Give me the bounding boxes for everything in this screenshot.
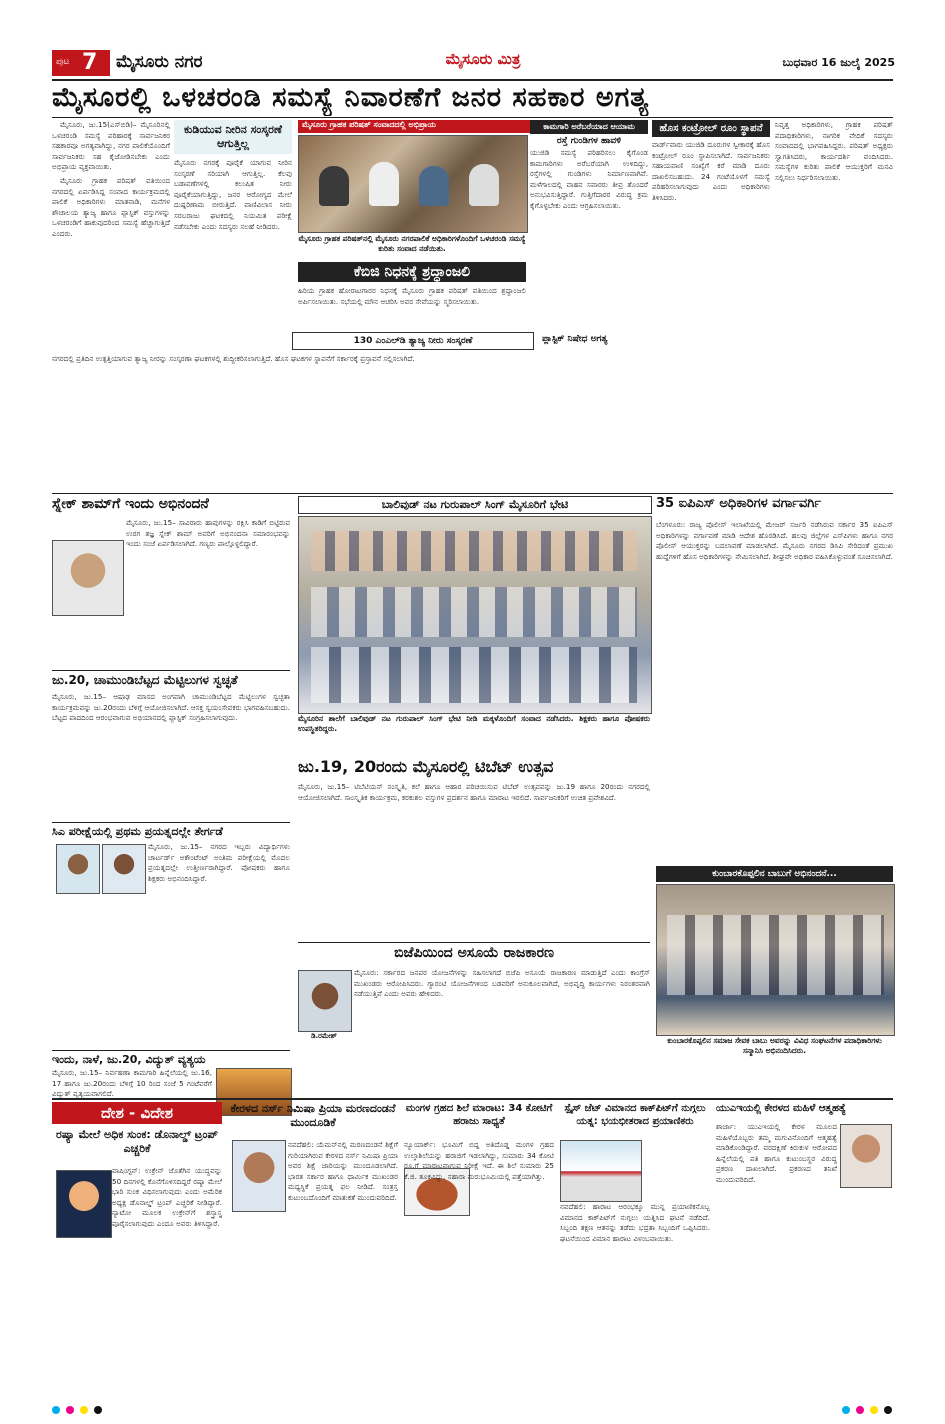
upper-rule [52, 493, 893, 494]
tibet-headline: ಜು.19, 20ರಂದು ಮೈಸೂರಲ್ಲಿ ಟಿಬೆಟ್ ಉತ್ಸವ [298, 757, 554, 776]
bjp-author-photo [298, 970, 352, 1032]
kamagari-body: ಯುಜಿಡಿ ಸಮಸ್ಯೆ ಪರಿಹರಿಸಲು ಕೈಗೊಂಡ ಕಾಮಗಾರಿಗಳು ಅರೆಬರೆಯಾಗಿ ಉಳಿದಿದ್ದು, ರಸ್ತೆಗಳಲ್ಲಿ ಗುಂಡಿಗಳು ನಿರ್ಮಾಣವಾಗಿವೆ. ಮಳೆಗಾಲದಲ್ಲಿ ವಾಹನ ಸವಾರರು ತೀವ್ರ ತೊಂದರೆ ಅನುಭವಿಸುತ್ತಿದ್ದಾರೆ. ಗುತ್ತಿಗೆದಾರರ ವಿರುದ್ಧ ಕ್ರಮ ಕೈಗೊಳ್ಳಬೇಕು ಎಂದು ಆಗ್ರಹಿಸಲಾಯಿತು. [530, 148, 648, 210]
lead-headline: ಮೈಸೂರಲ್ಲಿ ಒಳಚರಂಡಿ ಸಮಸ್ಯೆ ನಿವಾರಣೆಗೆ ಜನರ ಸಹಕಾರ ಅಗತ್ಯ [52, 82, 650, 113]
nurse-body: ನವದೆಹಲಿ: ಯೆಮನ್‌ನಲ್ಲಿ ಮರಣದಂಡನೆ ಶಿಕ್ಷೆಗೆ ಗುರಿಯಾಗಿರುವ ಕೇರಳದ ನರ್ಸ್ ನಿಮಿಷಾ ಪ್ರಿಯಾ ಅವರ ಶಿಕ್ಷೆ ಜಾರಿಯನ್ನು ಮುಂದೂಡಲಾಗಿದೆ. ಭಾರತ ಸರ್ಕಾರ ಹಾಗೂ ಧಾರ್ಮಿಕ ಮುಖಂಡರ ಮಧ್ಯಸ್ಥಿಕೆ ಪ್ರಯತ್ನ ಫಲ ನೀಡಿದೆ. ಸಂತ್ರಸ್ತ ಕುಟುಂಬದೊಂದಿಗೆ ಮಾತುಕತೆ ಮುಂದುವರಿದಿದೆ. [288, 1140, 398, 1202]
mars-headline: ಮಂಗಳ ಗ್ರಹದ ಶಿಲೆ ಮಾರಾಟ: 34 ಕೋಟಿಗೆ ಹರಾಜು ಸಾಧ್ಯತೆ [405, 1103, 553, 1127]
paper-logo: ಮೈಸೂರು ಮಿತ್ರ [445, 50, 521, 68]
bjp-headline: ಬಿಜೆಪಿಯಿಂದ ಅಸೂಯೆ ರಾಜಕಾರಣ [298, 942, 650, 965]
ca-body: ಮೈಸೂರು, ಜು.15– ನಗರದ ಇಬ್ಬರು ವಿದ್ಯಾರ್ಥಿಗಳು ಚಾರ್ಟರ್ಡ್ ಅಕೌಂಟೆಂಟ್ ಅಂತಿಮ ಪರೀಕ್ಷೆಯಲ್ಲಿ ಮೊದಲ ಪ್ರಯತ್ನದಲ್ಲೇ ಉತ್ತೀರ್ಣರಾಗಿದ್ದಾರೆ. ಪೋಷಕರು ಹಾಗೂ ಶಿಕ್ಷಕರು ಅಭಿನಂದಿಸಿದ್ದಾರೆ. [148, 842, 290, 883]
chamundi-headline: ಜು.20, ಚಾಮುಂಡಿಬೆಟ್ಟದ ಮೆಟ್ಟಿಲುಗಳ ಸ್ವಚ್ಛತೆ [52, 670, 290, 691]
registration-dot [52, 1406, 60, 1414]
registration-dot [66, 1406, 74, 1414]
ca-student-photo-2 [102, 844, 146, 894]
hose-headline: ಹೊಸ ಕಂಟ್ರೋಲ್ ರೂಂ ಸ್ಥಾಪನೆ [652, 120, 770, 137]
page-number: 7 [82, 50, 98, 75]
hose-article [652, 120, 770, 330]
ca-headline: ಸಿಎ ಪರೀಕ್ಷೆಯಲ್ಲಿ ಪ್ರಥಮ ಪ್ರಯತ್ನದಲ್ಲೇ ತೇರ್ಗಡೆ [52, 822, 290, 841]
kebiji-body: ಹಿರಿಯ ಗ್ರಾಹಕ ಹೋರಾಟಗಾರರ ನಿಧನಕ್ಕೆ ಮೈಸೂರು ಗ್ರಾಹಕ ಪರಿಷತ್ ವತಿಯಿಂದ ಶ್ರದ್ಧಾಂಜಲಿ ಅರ್ಪಿಸಲಾಯಿತು. ಸಭೆಯಲ್ಲಿ ಮೌನ ಆಚರಿಸಿ ಅವರ ಸೇವೆಯನ್ನು ಸ್ಮರಿಸಲಾಯಿತು. [298, 286, 526, 306]
registration-dot [842, 1406, 850, 1414]
page-label: ಪುಟ [56, 57, 70, 67]
desha-label: ದೇಶ - ವಿದೇಶ [52, 1102, 222, 1124]
section-title: ಮೈಸೂರು ನಗರ [116, 52, 203, 72]
spicejet-photo [560, 1140, 642, 1202]
jet-body: ನವದೆಹಲಿ: ಹಾರಾಟ ಆರಂಭಕ್ಕೂ ಮುನ್ನ ಪ್ರಯಾಣಿಕನೊಬ್ಬ ವಿಮಾನದ ಕಾಕ್‌ಪಿಟ್‌ಗೆ ನುಗ್ಗಲು ಯತ್ನಿಸಿದ ಘಟನೆ ನಡೆದಿದೆ. ಸಿಬ್ಬಂದಿ ತಕ್ಷಣ ಆತನನ್ನು ತಡೆದು ಭದ್ರತಾ ಸಿಬ್ಬಂದಿಗೆ ಒಪ್ಪಿಸಿದರು. ಘಟನೆಯಿಂದ ವಿಮಾನ ಹಾರಾಟ ವಿಳಂಬವಾಯಿತು. [560, 1202, 710, 1243]
headline-rule [52, 117, 893, 118]
snake-sham-photo [52, 540, 124, 616]
vidyut-headline: ಇಂದು, ನಾಳೆ, ಜು.20, ವಿದ್ಯುತ್ ವ್ಯತ್ಯಯ [52, 1050, 290, 1069]
tibet-body: ಮೈಸೂರು, ಜು.15– ಟಿಬೆಟಿಯನ್ ಸಂಸ್ಕೃತಿ, ಕಲೆ ಹಾಗೂ ಆಹಾರ ಪರಿಚಯಿಸುವ ಟಿಬೆಟ್ ಉತ್ಸವವನ್ನು ಜು.19 ಹಾಗೂ 20ರಂದು ನಗರದಲ್ಲಿ ಆಯೋಜಿಸಲಾಗಿದೆ. ಸಾಂಸ್ಕೃತಿಕ ಕಾರ್ಯಕ್ರಮ, ಕರಕುಶಲ ವಸ್ತುಗಳ ಪ್ರದರ್ಶನ ಹಾಗೂ ಮಾರಾಟ ಇರಲಿದೆ. ಸಾರ್ವಜನಿಕರಿಗೆ ಉಚಿತ ಪ್ರವೇಶವಿದೆ. [298, 782, 650, 802]
right-column-text: ನಿವೃತ್ತ ಅಧಿಕಾರಿಗಳು, ಗ್ರಾಹಕ ಪರಿಷತ್ ಪದಾಧಿಕಾರಿಗಳು, ನಾಗರಿಕ ವೇದಿಕೆ ಸದಸ್ಯರು ಸಂವಾದದಲ್ಲಿ ಭಾಗವಹಿಸಿದ್ದರು. ಪರಿಷತ್ ಅಧ್ಯಕ್ಷರು ಸ್ವಾಗತಿಸಿದರು, ಕಾರ್ಯದರ್ಶಿ ವಂದಿಸಿದರು. ಸಮಸ್ಯೆಗಳ ಕುರಿತು ಪಾಲಿಕೆ ಆಯುಕ್ತರಿಗೆ ಮನವಿ ಸಲ್ಲಿಸಲು ನಿರ್ಧರಿಸಲಾಯಿತು. [775, 120, 893, 182]
mid-strip-box: 130 ಎಂಎಲ್‌ಡಿ ತ್ಯಾಜ್ಯ ನೀರು ಸಂಸ್ಕರಣೆ [292, 332, 534, 350]
kumbar-label: ಕುಂಬಾರಕೊಪ್ಪಲಿನ ಬಾಬುಗೆ ಅಭಿನಂದನೆ... [656, 866, 893, 882]
kudiyuva-article [174, 120, 292, 320]
masthead-rule [52, 79, 893, 81]
hose-body: ವಾರ್ಡ್‌ವಾರು ಯುಜಿಡಿ ದೂರುಗಳ ಸ್ವೀಕಾರಕ್ಕೆ ಹೊಸ ಕಂಟ್ರೋಲ್ ರೂಂ ಸ್ಥಾಪಿಸಲಾಗಿದೆ. ಸಾರ್ವಜನಿಕರು ಸಹಾಯವಾಣಿ ಸಂಖ್ಯೆಗೆ ಕರೆ ಮಾಡಿ ದೂರು ದಾಖಲಿಸಬಹುದು. 24 ಗಂಟೆಯೊಳಗೆ ಸಮಸ್ಯೆ ಪರಿಹರಿಸಲಾಗುವುದು ಎಂದು ಅಧಿಕಾರಿಗಳು ತಿಳಿಸಿದರು. [652, 140, 770, 202]
lower-rule [52, 1098, 893, 1100]
kamagari-article [530, 120, 648, 330]
registration-dot [80, 1406, 88, 1414]
registration-dot [94, 1406, 102, 1414]
issue-date: ಬುಧವಾರ 16 ಜುಲೈ 2025 [782, 56, 895, 69]
kamagari-headline: ಕಾಮಗಾರಿ ಅರೆಬರೆಯಾದ ಆಯಾಮ [530, 120, 648, 134]
uae-body: ಶಾರ್ಜಾ: ಯುಎಇಯಲ್ಲಿ ಕೇರಳ ಮೂಲದ ಮಹಿಳೆಯೊಬ್ಬರು ತಮ್ಮ ಮಗುವಿನೊಂದಿಗೆ ಆತ್ಮಹತ್ಯೆ ಮಾಡಿಕೊಂಡಿದ್ದಾರೆ. ವರದಕ್ಷಿಣೆ ಕಿರುಕುಳ ಆರೋಪದ ಹಿನ್ನೆಲೆಯಲ್ಲಿ ಪತಿ ಹಾಗೂ ಕುಟುಂಬಸ್ಥರ ವಿರುದ್ಧ ಪ್ರಕರಣ ದಾಖಲಾಗಿದೆ. ಪ್ರಕರಣದ ತನಿಖೆ ಮುಂದುವರಿದಿದೆ. [716, 1122, 837, 1184]
kudiyuva-headline: ಕುಡಿಯುವ ನೀರಿನ ಸಂಸ್ಕರಣೆ ಆಗುತ್ತಿಲ್ಲ [174, 120, 292, 154]
snake-headline: ಸ್ನೇಕ್ ಶಾಮ್‌ಗೆ ಇಂದು ಅಭಿನಂದನೆ [52, 496, 209, 512]
kudiyuva-body: ಮೈಸೂರು ನಗರಕ್ಕೆ ಪೂರೈಕೆ ಯಾಗುವ ನೀರಿನ ಸಂಸ್ಕರಣೆ ಸರಿಯಾಗಿ ಆಗುತ್ತಿಲ್ಲ. ಕೆಲವು ಬಡಾವಣೆಗಳಲ್ಲಿ ಕಲುಷಿತ ನೀರು ಪೂರೈಕೆಯಾಗುತ್ತಿದ್ದು, ಜನರ ಆರೋಗ್ಯದ ಮೇಲೆ ದುಷ್ಪರಿಣಾಮ ಬೀರುತ್ತಿದೆ. ವಾಣಿವಿಲಾಸ ನೀರು ಸರಬರಾಜು ಘಟಕದಲ್ಲಿ ನಿಯಮಿತ ಪರೀಕ್ಷೆ ನಡೆಸಬೇಕು ಎಂದು ಸದಸ್ಯರು ಸಲಹೆ ನೀಡಿದರು. [174, 158, 292, 231]
trump-headline: ರಷ್ಯಾ ಮೇಲೆ ಅಧಿಕ ಸುಂಕ: ಡೊನಾಲ್ಡ್ ಟ್ರಂಪ್ ಎಚ್ಚರಿಕೆ [56, 1128, 218, 1155]
registration-dot [856, 1406, 864, 1414]
kumbar-caption: ಕುಂಬಾರಕೊಪ್ಪಲಿನ ಸಮಾಜ ಸೇವಕ ಬಾಬು ಅವರನ್ನು ವಿವಿಧ ಸಂಘಟನೆಗಳ ಪದಾಧಿಕಾರಿಗಳು ಸನ್ಮಾನಿಸಿ ಅಭಿನಂದಿಸಿದರು. [667, 1036, 882, 1055]
ips-headline: 35 ಐಪಿಎಸ್ ಅಧಿಕಾರಿಗಳ ವರ್ಗಾವರ್ಗಿ [656, 496, 822, 511]
bjp-author: ಡಿ.ರಮೇಶ್ [311, 1032, 337, 1040]
registration-dot [870, 1406, 878, 1414]
page-number-box [52, 50, 110, 76]
chamundi-body: ಮೈಸೂರು, ಜು.15– ಆಷಾಢ ಮಾಸದ ಅಂಗವಾಗಿ ಚಾಮುಂಡಿಬೆಟ್ಟದ ಮೆಟ್ಟಿಲುಗಳ ಸ್ವಚ್ಛತಾ ಕಾರ್ಯಕ್ರಮವನ್ನು ಜು.20ರಂದು ಬೆಳಿಗ್ಗೆ ಆಯೋಜಿಸಲಾಗಿದೆ. ಆಸಕ್ತ ಸ್ವಯಂಸೇವಕರು ಭಾಗವಹಿಸಬಹುದು. ಬೆಟ್ಟದ ಪಾದದಿಂದ ಆರಂಭವಾಗುವ ಅಭಿಯಾನದಲ್ಲಿ ಪ್ಲಾಸ್ಟಿಕ್ ಸಂಗ್ರಹಿಸಲಾಗುವುದು. [52, 692, 290, 723]
bollywood-headline: ಬಾಲಿವುಡ್ ನಟ ಗುರುಪಾಲ್ ಸಿಂಗ್ ಮೈಸೂರಿಗೆ ಭೇಟಿ [298, 496, 652, 514]
mid-strip-body: ನಗರದಲ್ಲಿ ಪ್ರತಿದಿನ ಉತ್ಪತ್ತಿಯಾಗುವ ತ್ಯಾಜ್ಯ ನೀರನ್ನು ಸಂಸ್ಕರಣಾ ಘಟಕಗಳಲ್ಲಿ ಶುದ್ಧೀಕರಿಸಲಾಗುತ್ತಿದೆ. ಹೊಸ ಘಟಕಗಳ ಸ್ಥಾಪನೆಗೆ ಸರ್ಕಾರಕ್ಕೆ ಪ್ರಸ್ತಾವನೆ ಸಲ್ಲಿಸಲಾಗಿದೆ. [52, 354, 415, 363]
kamagari-subhead: ರಸ್ತೆ ಗುಂಡಿಗಳ ಹಾವಳಿ [556, 136, 622, 146]
jet-headline: ಸ್ಪೈಸ್ ಜೆಟ್ ವಿಮಾನದ ಕಾಕ್‌ಪಿಟ್‌ಗೆ ನುಗ್ಗಲು ಯತ್ನ: ಭಯಭೀತರಾದ ಪ್ರಯಾಣಿಕರು [564, 1103, 706, 1127]
photo-top-label: ಮೈಸೂರು ಗ್ರಾಹಕ ಪರಿಷತ್ ಸಂವಾದದಲ್ಲಿ ಅಭಿಪ್ರಾಯ [298, 120, 530, 133]
photo-top-caption: ಮೈಸೂರು ಗ್ರಾಹಕ ಪರಿಷತ್‌ನಲ್ಲಿ ಮೈಸೂರು ನಗರಪಾಲಿಕೆ ಅಧಿಕಾರಿಗಳೊಂದಿಗೆ ಒಳಚರಂಡಿ ಸಮಸ್ಯೆ ಕುರಿತು ಸಂವಾದ ನಡೆಯಿತು. [298, 234, 526, 253]
bjp-body: ಮೈಸೂರು: ಸರ್ಕಾರದ ಜನಪರ ಯೋಜನೆಗಳನ್ನು ಸಹಿಸಲಾಗದೆ ಬಿಜೆಪಿ ಅಸೂಯೆ ರಾಜಕಾರಣ ಮಾಡುತ್ತಿದೆ ಎಂದು ಕಾಂಗ್ರೆಸ್ ಮುಖಂಡರು ಆರೋಪಿಸಿದರು. ಗ್ಯಾರಂಟಿ ಯೋಜನೆಗಳಿಂದ ಬಡವರಿಗೆ ಅನುಕೂಲವಾಗಿದೆ, ಅಭಿವೃದ್ಧಿ ಕಾರ್ಯಗಳು ನಿರಂತರವಾಗಿ ನಡೆಯುತ್ತಿವೆ ಎಂದು ಅವರು ಹೇಳಿದರು. [354, 968, 650, 999]
trump-body: ವಾಷಿಂಗ್ಟನ್: ಉಕ್ರೇನ್ ಜೊತೆಗಿನ ಯುದ್ಧವನ್ನು 50 ದಿನಗಳಲ್ಲಿ ಕೊನೆಗೊಳಿಸದಿದ್ದರೆ ರಷ್ಯಾ ಮೇಲೆ ಭಾರಿ ಸುಂಕ ವಿಧಿಸಲಾಗುವುದು ಎಂದು ಅಮೆರಿಕ ಅಧ್ಯಕ್ಷ ಡೊನಾಲ್ಡ್ ಟ್ರಂಪ್ ಎಚ್ಚರಿಕೆ ನೀಡಿದ್ದಾರೆ. ನ್ಯಾಟೋ ಮೂಲಕ ಉಕ್ರೇನ್‌ಗೆ ಶಸ್ತ್ರಾಸ್ತ್ರ ಪೂರೈಸಲಾಗುವುದು ಎಂದೂ ಅವರು ತಿಳಿಸಿದ್ದಾರೆ. [112, 1166, 222, 1228]
bollywood-caption: ಮೈಸೂರಿನ ಶಾಲೆಗೆ ಬಾಲಿವುಡ್ ನಟ ಗುರುಪಾಲ್ ಸಿಂಗ್ ಭೇಟಿ ನೀಡಿ ಮಕ್ಕಳೊಂದಿಗೆ ಸಂವಾದ ನಡೆಸಿದರು. ಶಿಕ್ಷಕರು ಹಾಗೂ ಪೋಷಕರು ಉಪಸ್ಥಿತರಿದ್ದರು. [298, 714, 650, 733]
ca-student-photo-1 [56, 844, 100, 894]
bollywood-school-photo [298, 516, 652, 714]
lead-article [52, 120, 170, 320]
snake-body: ಮೈಸೂರು, ಜು.15– ಸಾವಿರಾರು ಹಾವುಗಳನ್ನು ರಕ್ಷಿಸಿ ಕಾಡಿಗೆ ಬಿಟ್ಟಿರುವ ಉರಗ ತಜ್ಞ ಸ್ನೇಕ್ ಶಾಮ್ ಅವರಿಗೆ ಅಭಿನಂದನಾ ಸಮಾರಂಭವನ್ನು ಇಂದು ಸಂಜೆ ಏರ್ಪಡಿಸಲಾಗಿದೆ. ಗಣ್ಯರು ಪಾಲ್ಗೊಳ್ಳಲಿದ್ದಾರೆ. [126, 518, 290, 549]
consumer-meeting-photo [298, 135, 528, 233]
mid-strip-subhead: ಪ್ಲಾಸ್ಟಿಕ್ ನಿಷೇಧ ಅಗತ್ಯ [542, 334, 608, 344]
registration-dot [884, 1406, 892, 1414]
nurse-headline: ಕೇರಳದ ನರ್ಸ್ ನಿಮಿಷಾ ಪ್ರಿಯಾ ಮರಣದಂಡನೆ ಮುಂದೂಡಿಕೆ [230, 1102, 396, 1129]
uae-headline: ಯುಎಇಯಲ್ಲಿ ಕೇರಳದ ಮಹಿಳೆ ಆತ್ಮಹತ್ಯೆ [716, 1103, 846, 1114]
mid-strip [52, 330, 770, 490]
kumbar-felicitation-photo [656, 884, 895, 1036]
mars-body: ನ್ಯೂಯಾರ್ಕ್: ಭೂಮಿಗೆ ಬಿದ್ದ ಅತಿದೊಡ್ಡ ಮಂಗಳ ಗ್ರಹದ ಉಲ್ಕಾಶಿಲೆಯನ್ನು ಹರಾಜಿಗೆ ಇಡಲಾಗಿದ್ದು, ಸುಮಾರು 34 ಕೋಟಿ ರೂ.ಗೆ ಮಾರಾಟವಾಗುವ ನಿರೀಕ್ಷೆ ಇದೆ. ಈ ಶಿಲೆ ಸುಮಾರು 25 ಕೆ.ಜಿ. ತೂಕವಿದ್ದು, ಸಹಾರಾ ಮರುಭೂಮಿಯಲ್ಲಿ ಪತ್ತೆಯಾಗಿತ್ತು. [404, 1140, 554, 1181]
lead-dateline: ಮೈಸೂರು, ಜು.15(ಎಸ್‌ಬಿಡಿ)– ಮೈಸೂರಿನಲ್ಲಿ ಒಳಚರಂಡಿ ಸಮಸ್ಯೆ ಪರಿಹಾರಕ್ಕೆ ಸಾರ್ವಜನಿಕರ ಸಹಕಾರವೂ ಅಗತ್ಯವಾಗಿದ್ದು, ನಗರ ಪಾಲಿಕೆಯೊಂದಿಗೆ ಸಾರ್ವಜನಿಕರು ಸಹ ಕೈಜೋಡಿಸಬೇಕು ಎಂದು ಅಭಿಪ್ರಾಯ ವ್ಯಕ್ತವಾಯಿತು. [52, 120, 170, 172]
kebiji-headline: ಕೆಬಿಜಿ ನಿಧನಕ್ಕೆ ಶ್ರದ್ಧಾಂಜಲಿ [298, 262, 526, 282]
ips-body: ಬೆಂಗಳೂರು: ರಾಜ್ಯ ಪೊಲೀಸ್ ಇಲಾಖೆಯಲ್ಲಿ ಮೇಜರ್ ಸರ್ಜರಿ ನಡೆಸಿರುವ ಸರ್ಕಾರ 35 ಐಪಿಎಸ್ ಅಧಿಕಾರಿಗಳನ್ನು ವರ್ಗಾವಣೆ ಮಾಡಿ ಆದೇಶ ಹೊರಡಿಸಿದೆ. ಹಲವು ಜಿಲ್ಲೆಗಳ ಎಸ್‌ಪಿಗಳು ಹಾಗೂ ನಗರ ಪೊಲೀಸ್ ಆಯುಕ್ತರನ್ನು ಬದಲಾವಣೆ ಮಾಡಲಾಗಿದೆ. ಮೈಸೂರು ನಗರದ ಡಿಸಿಪಿ ಸೇರಿದಂತೆ ಪ್ರಮುಖ ಹುದ್ದೆಗಳಿಗೆ ಹೊಸ ಅಧಿಕಾರಿಗಳನ್ನು ನೇಮಿಸಲಾಗಿದೆ. ಶೀಘ್ರವೇ ಅಧಿಕಾರ ವಹಿಸಿಕೊಳ್ಳುವಂತೆ ಸೂಚಿಸಲಾಗಿದೆ. [656, 520, 893, 561]
lead-body-2: ಮೈಸೂರು ಗ್ರಾಹಕ ಪರಿಷತ್ ವತಿಯಿಂದ ನಗರದಲ್ಲಿ ಏರ್ಪಡಿಸಿದ್ದ ಸಂವಾದ ಕಾರ್ಯಕ್ರಮದಲ್ಲಿ ಪಾಲಿಕೆ ಅಧಿಕಾರಿಗಳು ಮಾತನಾಡಿ, ಮನೆಗಳ ಶೌಚಾಲಯ ತ್ಯಾಜ್ಯ ಹಾಗೂ ಪ್ಲಾಸ್ಟಿಕ್ ವಸ್ತುಗಳನ್ನು ಒಳಚರಂಡಿಗೆ ಹಾಕುವುದರಿಂದ ಸಮಸ್ಯೆ ಹೆಚ್ಚಾಗುತ್ತಿದೆ ಎಂದರು. [52, 175, 170, 238]
vidyut-body: ಮೈಸೂರು, ಜು.15– ನಿರ್ವಹಣಾ ಕಾಮಗಾರಿ ಹಿನ್ನೆಲೆಯಲ್ಲಿ ಜು.16, 17 ಹಾಗೂ ಜು.20ರಂದು ಬೆಳಿಗ್ಗೆ 10 ರಿಂದ ಸಂಜೆ 5 ಗಂಟೆವರೆಗೆ ವಿದ್ಯುತ್ ವ್ಯತ್ಯಯವಾಗಲಿದೆ. [52, 1068, 212, 1099]
